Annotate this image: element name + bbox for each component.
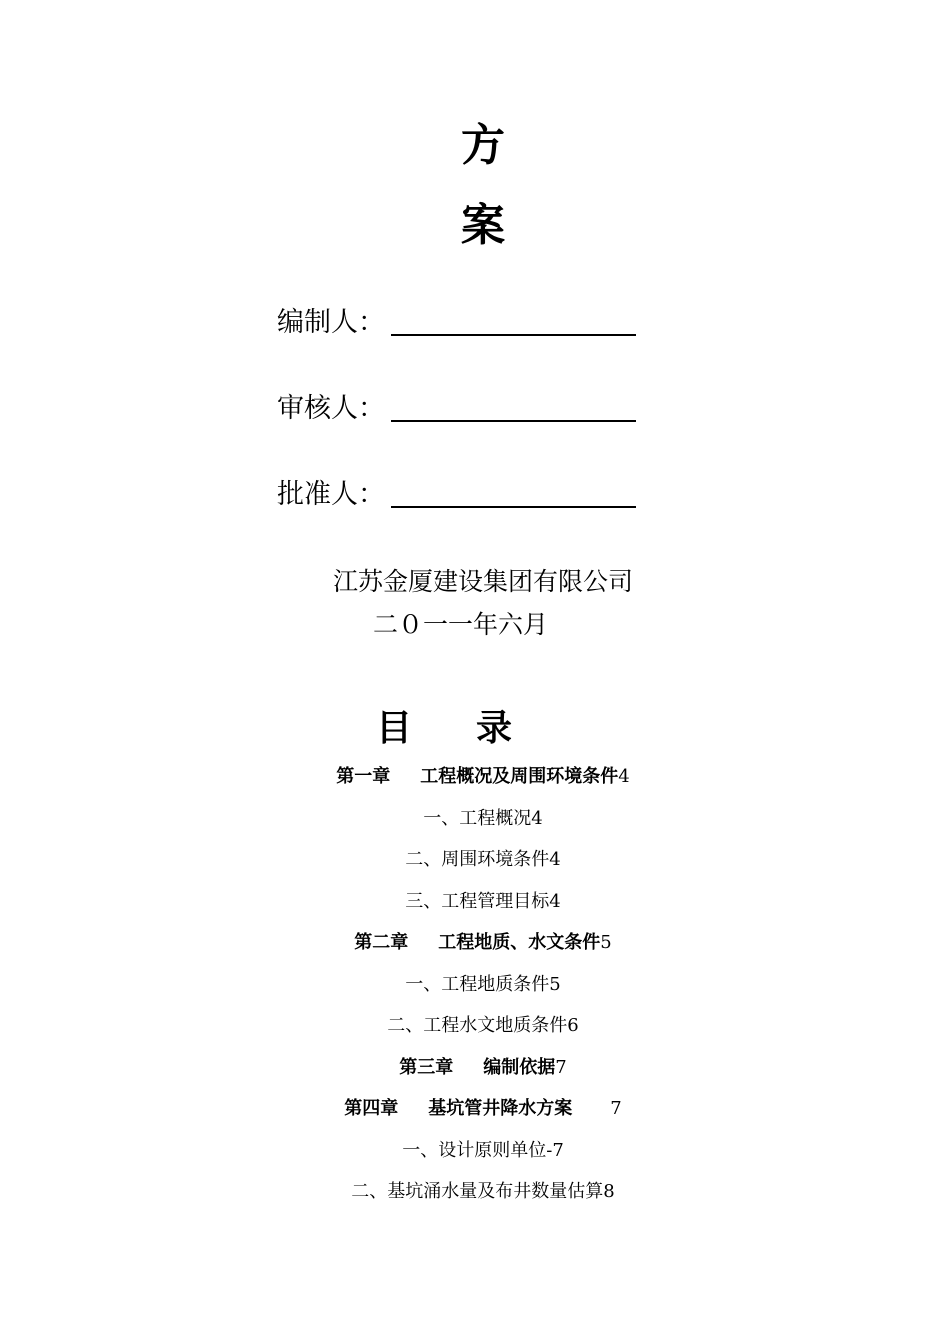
- signature-line-reviewer: [391, 420, 636, 422]
- toc-section-4-2[interactable]: [0, 1183, 950, 1201]
- toc-chapter-2[interactable]: [0, 934, 950, 952]
- toc-title-left: 目: [376, 707, 413, 749]
- toc-chapter-name: 基坑管井降水方案: [428, 1098, 573, 1119]
- toc-section-1-1[interactable]: [0, 810, 950, 828]
- toc-chapter-3[interactable]: [0, 1059, 950, 1077]
- toc-chapter-number: 第二章: [354, 932, 409, 953]
- toc-chapter-name: 工程地质、水文条件: [438, 932, 601, 953]
- toc-page-number: 5: [549, 974, 561, 995]
- toc-chapter-number: 第一章: [336, 766, 391, 787]
- issue-date: 二０一一年六月: [373, 610, 549, 639]
- toc-section-2-1[interactable]: [0, 976, 950, 994]
- toc-page-number: 7: [610, 1098, 622, 1119]
- toc-chapter-name: 编制依据: [483, 1057, 556, 1078]
- toc-page-number: 5: [600, 932, 612, 953]
- toc-section-2-2[interactable]: [0, 1017, 950, 1035]
- signature-label-approver: 批准人：: [277, 479, 385, 510]
- toc-section-text: 一、设计原则单位-: [402, 1140, 553, 1161]
- toc-section-1-3[interactable]: [0, 893, 950, 911]
- toc-page-number: 6: [567, 1015, 579, 1036]
- toc-section-text: 二、基坑涌水量及布井数量估算: [351, 1181, 604, 1202]
- toc-page-number: 4: [618, 766, 630, 787]
- toc-section-1-2[interactable]: [0, 851, 950, 869]
- toc-page-number: 7: [552, 1140, 564, 1161]
- toc-page-number: 8: [603, 1181, 615, 1202]
- title-char-1: 方: [461, 120, 505, 171]
- toc-chapter-1[interactable]: [0, 768, 950, 786]
- toc-section-text: 二、工程水文地质条件: [387, 1015, 568, 1036]
- toc-section-4-1[interactable]: [0, 1142, 950, 1160]
- title-char-2: 案: [461, 200, 505, 251]
- toc-chapter-number: 第三章: [399, 1057, 454, 1078]
- toc-chapter-number: 第四章: [344, 1098, 399, 1119]
- toc-chapter-name: 工程概况及周围环境条件: [420, 766, 619, 787]
- toc-page-number: 4: [549, 849, 561, 870]
- toc-page-number: 4: [531, 808, 543, 829]
- signature-label-compiler: 编制人：: [277, 307, 385, 338]
- signature-label-reviewer: 审核人：: [277, 393, 385, 424]
- toc-title-right: 录: [476, 707, 513, 749]
- toc-page-number: 4: [549, 891, 561, 912]
- company-name: 江苏金厦建设集团有限公司: [333, 567, 634, 596]
- signature-line-compiler: [391, 334, 636, 336]
- toc-section-text: 一、工程地质条件: [405, 974, 550, 995]
- toc-page-number: 7: [555, 1057, 567, 1078]
- toc-section-text: 二、周围环境条件: [405, 849, 550, 870]
- toc-section-text: 一、工程概况: [423, 808, 532, 829]
- signature-line-approver: [391, 506, 636, 508]
- toc-section-text: 三、工程管理目标: [405, 891, 550, 912]
- toc-chapter-4[interactable]: [0, 1100, 950, 1118]
